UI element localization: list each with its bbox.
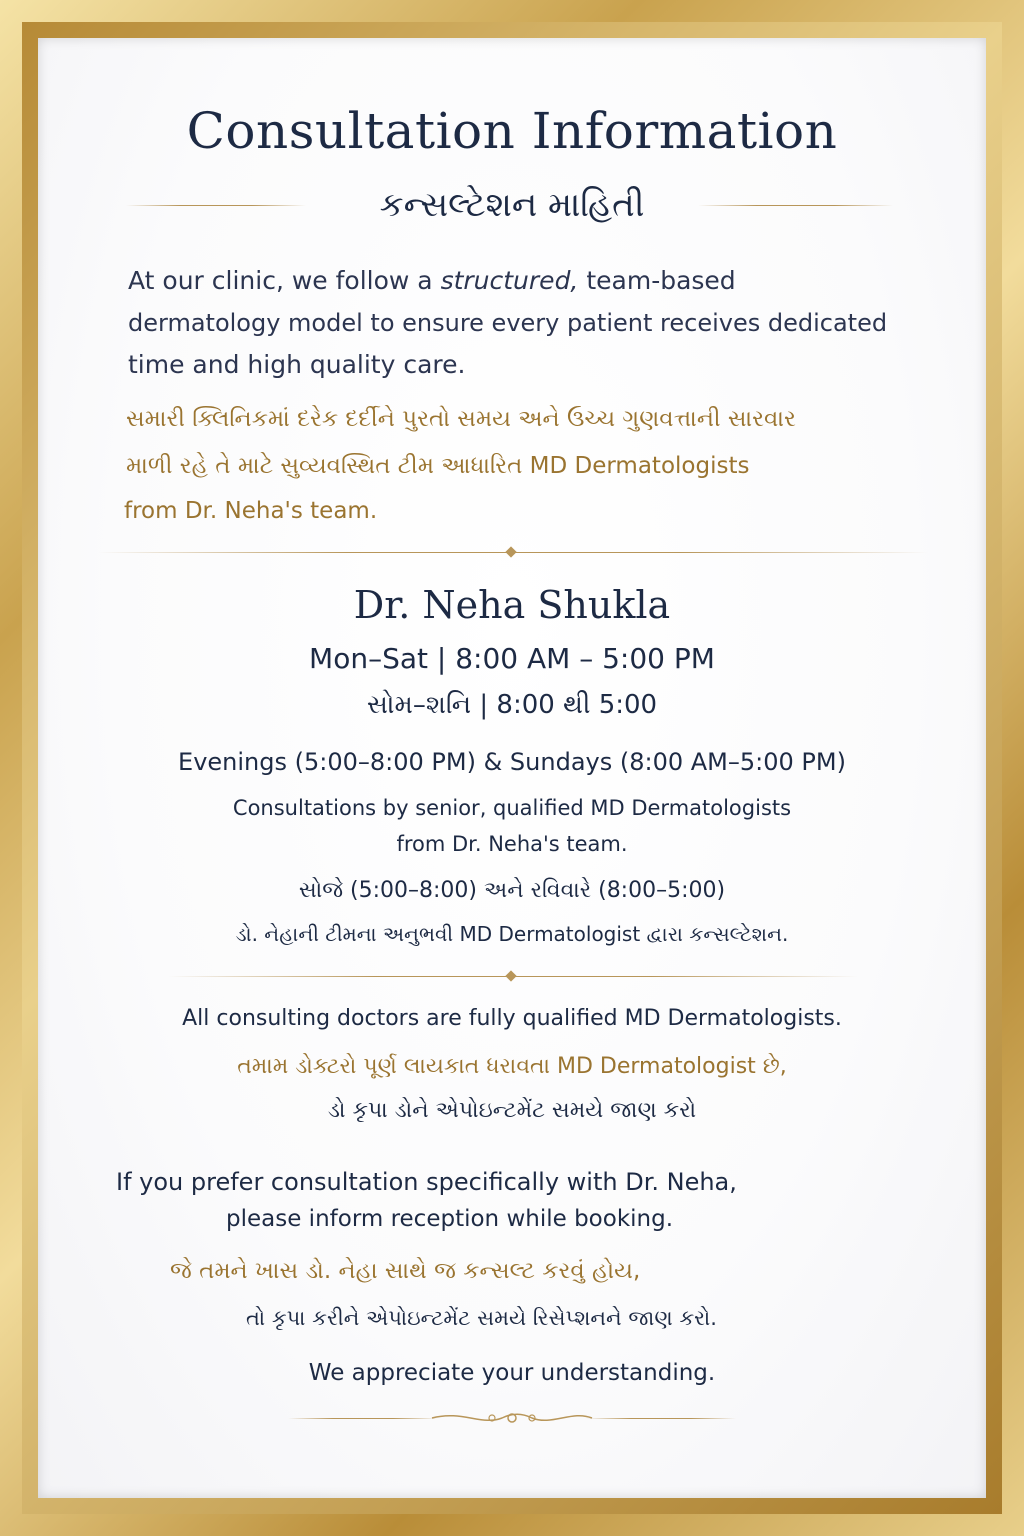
qualified-gujarati-1: તમામ ડોક્ટરો પૂર્ણ લાયકાત ધરાવતા MD Dermatologist છે, [237, 1054, 787, 1079]
evenings-line-1: Consultations by senior, qualified MD Dermatologists [232, 796, 792, 820]
evenings-gujarati-2: ડો. નેહાની ટીમના અનુભવી MD Dermatologist દ્વારા કન્સલ્ટેશન. [235, 922, 789, 946]
intro-line-2: dermatology model to ensure every patient receives dedicated [128, 309, 888, 337]
flourish-ornament-icon [422, 1408, 602, 1428]
intro-line-1-post: team-based [578, 266, 736, 295]
divider-diamond-2 [505, 970, 516, 981]
qualified-statement: All consulting doctors are fully qualified MD Dermatologists. [182, 1006, 842, 1031]
doctor-hours: Mon–Sat | 8:00 AM – 5:00 PM [309, 642, 715, 675]
evenings-heading: Evenings (5:00–8:00 PM) & Sundays (8:00 AM–5:00 PM) [178, 748, 846, 776]
closing-line: We appreciate your understanding. [308, 1360, 716, 1386]
prefer-line-1: If you prefer consultation specifically with Dr. Neha, [116, 1168, 737, 1196]
intro-line-3: time and high quality care. [128, 350, 466, 379]
notice-paper [38, 38, 986, 1498]
bottom-rule-left [288, 1418, 438, 1419]
intro-gujarati-line-1: સમારી ક્લિનિકમાં દરેક દર્દીને પુરતો સમય અને ઉચ્ચ ગુણવત્તાની સારવાર [126, 406, 796, 432]
intro-line-1-pre: At our clinic, we follow a [128, 266, 441, 295]
evenings-gujarati-1: સોજે (5:00–8:00) અને રવિવારે (8:00–5:00) [298, 878, 726, 903]
prefer-gujarati-2: તો કૃપા કરીને એપોઇન્ટમેંટ સમયે રિસેપ્શનને જાણ કરો. [246, 1306, 717, 1330]
qualified-gujarati-2: ડો કૃપા ડોને એપોઇન્ટમેંટ સમયે જાણ કરો [327, 1098, 697, 1123]
prefer-line-2: please inform reception while booking. [226, 1206, 674, 1232]
intro-line-1 [128, 260, 736, 302]
prefer-gujarati-1: જે તમને ખાસ ડો. નેહા સાથે જ કન્સલ્ટ કરવું હોય, [170, 1258, 641, 1284]
subtitle-gujarati: કન્સલ્ટેશન માહિતી [379, 185, 645, 225]
intro-emphasis: structured, [440, 266, 579, 295]
doctor-hours-gujarati: સોમ–શનિ | 8:00 થી 5:00 [366, 690, 658, 720]
divider-diamond-1 [505, 546, 516, 557]
page-title: Consultation Information [186, 102, 838, 160]
evenings-line-2: from Dr. Neha's team. [396, 832, 628, 856]
title-rule-right [698, 205, 893, 206]
intro-gujarati-line-3: from Dr. Neha's team. [124, 498, 378, 524]
bottom-rule-right [586, 1418, 736, 1419]
intro-gujarati-line-2: માળી રહે તે માટે સુવ્યવસ્થિત ટીમ આધારિત MD Dermatologists [126, 453, 750, 479]
doctor-name: Dr. Neha Shukla [353, 583, 671, 627]
